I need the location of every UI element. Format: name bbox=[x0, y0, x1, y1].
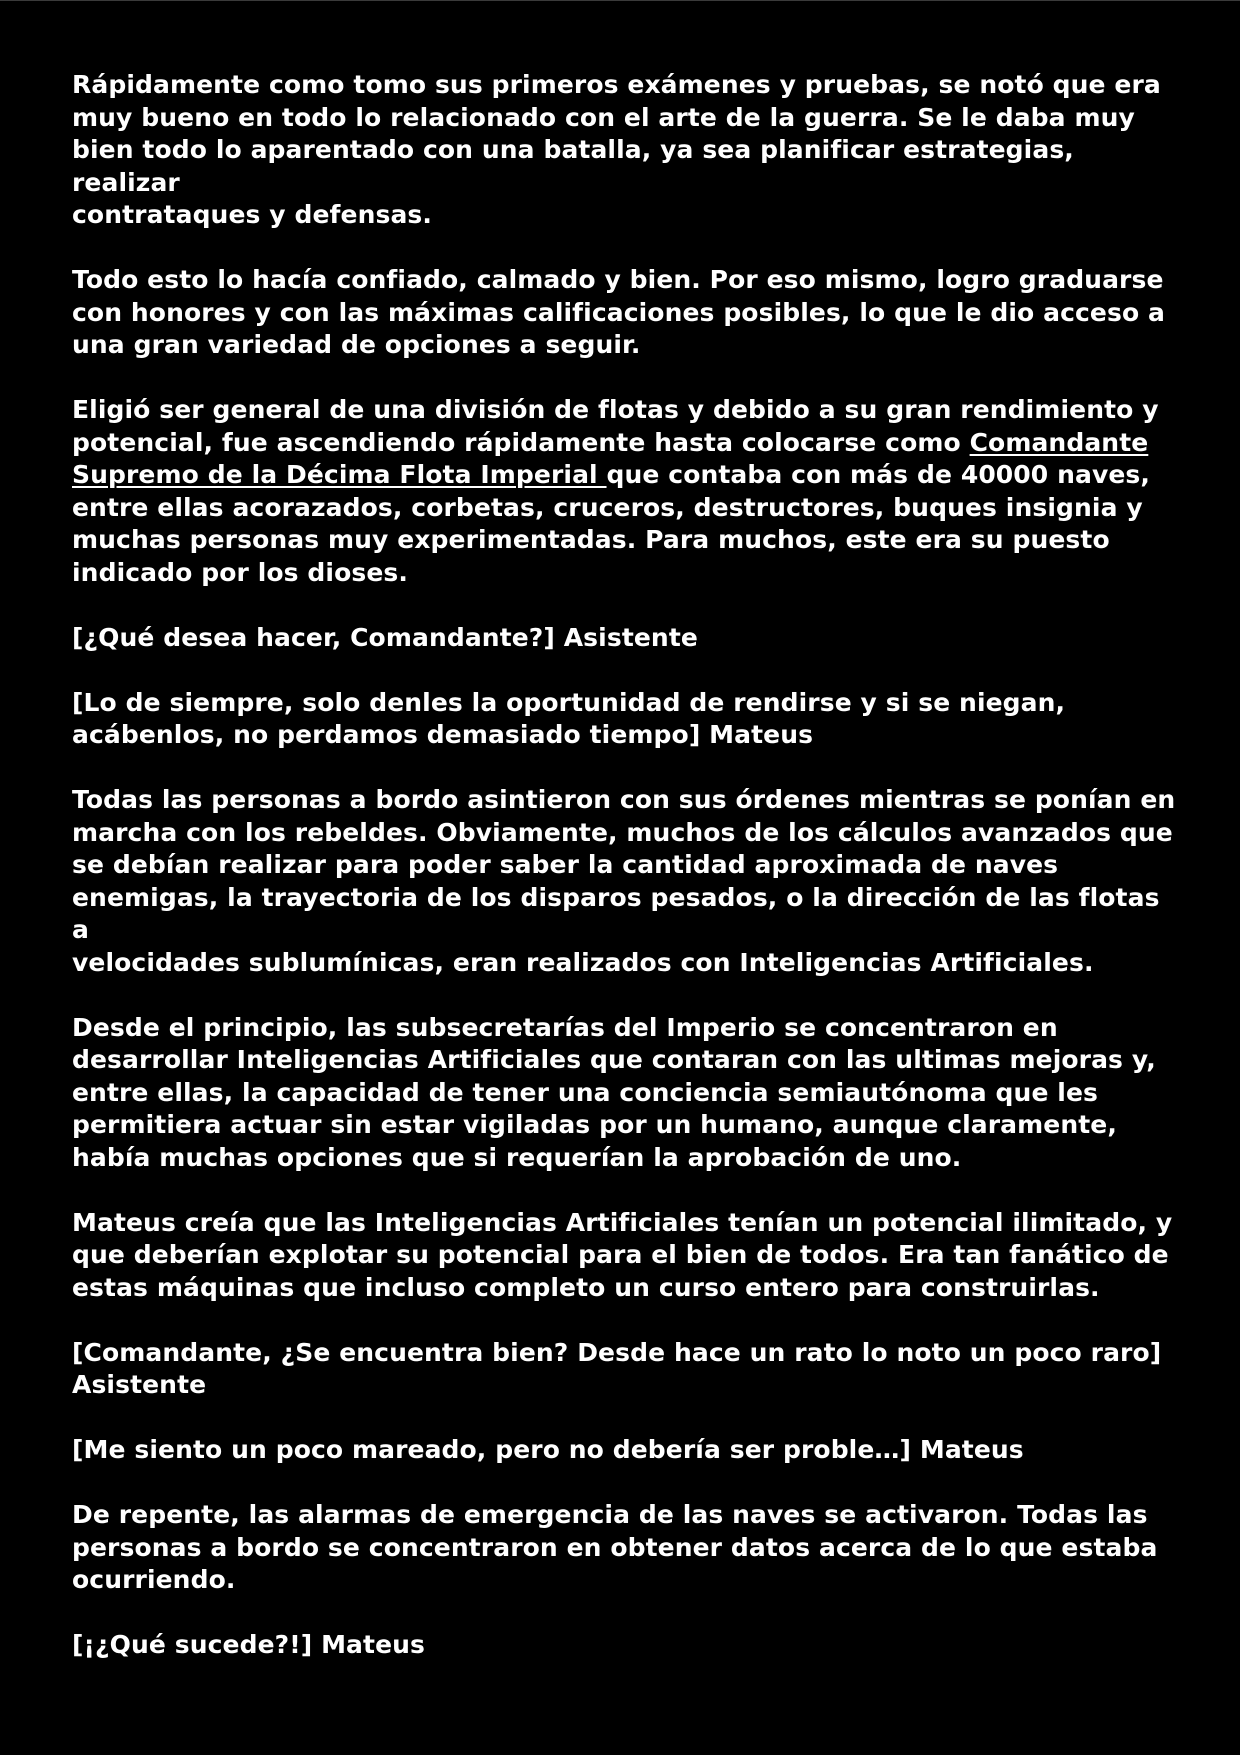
paragraph-mateus-belief: Mateus creía que las Inteligencias Artificiales tenían un potencial ilimitado, y que deberían explotar su potencial para el bien de todos. Era tan fanático de estas máquinas que incluso completo un curso entero para construirlas. bbox=[72, 1207, 1173, 1302]
dialogue-mateus-dizzy: [Me siento un poco mareado, pero no debería ser proble…] Mateus bbox=[72, 1435, 1024, 1464]
dialogue-mateus-alarm: [¡¿Qué sucede?!] Mateus bbox=[72, 1630, 426, 1659]
paragraph-graduation: Todo esto lo hacía confiado, calmado y bien. Por eso mismo, logro graduarse con honores y con las máximas calificaciones posibles, lo que le dio acceso a una gran variedad de opciones a seguir. bbox=[72, 265, 1166, 359]
paragraph-fleet-text-end: que contaba con más de 40000 naves, entre ellas acorazados, corbetas, cruceros, destructores, buques insignia y muchas personas muy experimentadas. Para muchos, este era su puesto indicado por los dioses. bbox=[72, 460, 1150, 587]
paragraph-fleet-text-start: Eligió ser general de una división de flotas y debido a su gran rendimiento y potencial, fue ascendiendo rápidamente hasta colocarse como bbox=[72, 395, 1159, 457]
paragraph-exams: Rápidamente como tomo sus primeros exámenes y pruebas, se notó que era muy bueno en todo lo relacionado con el arte de la guerra. Se le daba muy bien todo lo aparentado con una batalla, ya sea planificar estrategias, realizar contrataques y defensas. bbox=[72, 70, 1161, 229]
dialogue-assistant-concern: [Comandante, ¿Se encuentra bien? Desde hace un rato lo noto un poco raro] Asistente bbox=[72, 1337, 1162, 1399]
dialogue-assistant-question: [¿Qué desea hacer, Comandante?] Asistente bbox=[72, 622, 698, 652]
document-body bbox=[72, 69, 1182, 1662]
dialogue-mateus-order: [Lo de siempre, solo denles la oportunidad de rendirse y si se niegan, acábenlos, no perdamos demasiado tiempo] Mateus bbox=[72, 687, 1066, 749]
paragraph-fleet-command bbox=[72, 394, 1182, 589]
commander-title-link[interactable]: Comandante Supremo de la Décima Flota Imperial bbox=[72, 427, 1149, 489]
paragraph-alarms: De repente, las alarmas de emergencia de las naves se activaron. Todas las personas a bordo se concentraron en obtener datos acerca de lo que estaba ocurriendo. bbox=[72, 1500, 1158, 1594]
paragraph-ai-development: Desde el principio, las subsecretarías del Imperio se concentraron en desarrollar Inteligencias Artificiales que contaran con las ultimas mejoras y, entre ellas, la capacidad de tener una conciencia semiautónoma que les permitiera actuar sin estar vigiladas por un humano, aunque claramente, había muchas opciones que si requerían la aprobación de uno. bbox=[72, 1012, 1156, 1172]
paragraph-ai-calculations: Todas las personas a bordo asintieron con sus órdenes mientras se ponían en marcha con los rebeldes. Obviamente, muchos de los cálculos avanzados que se debían realizar para poder saber la cantidad aproximada de naves enemigas, la trayectoria de los disparos pesados, o la dirección de las flotas a velocidades sublumínicas, eran realizados con Inteligencias Artificiales. bbox=[72, 785, 1176, 977]
